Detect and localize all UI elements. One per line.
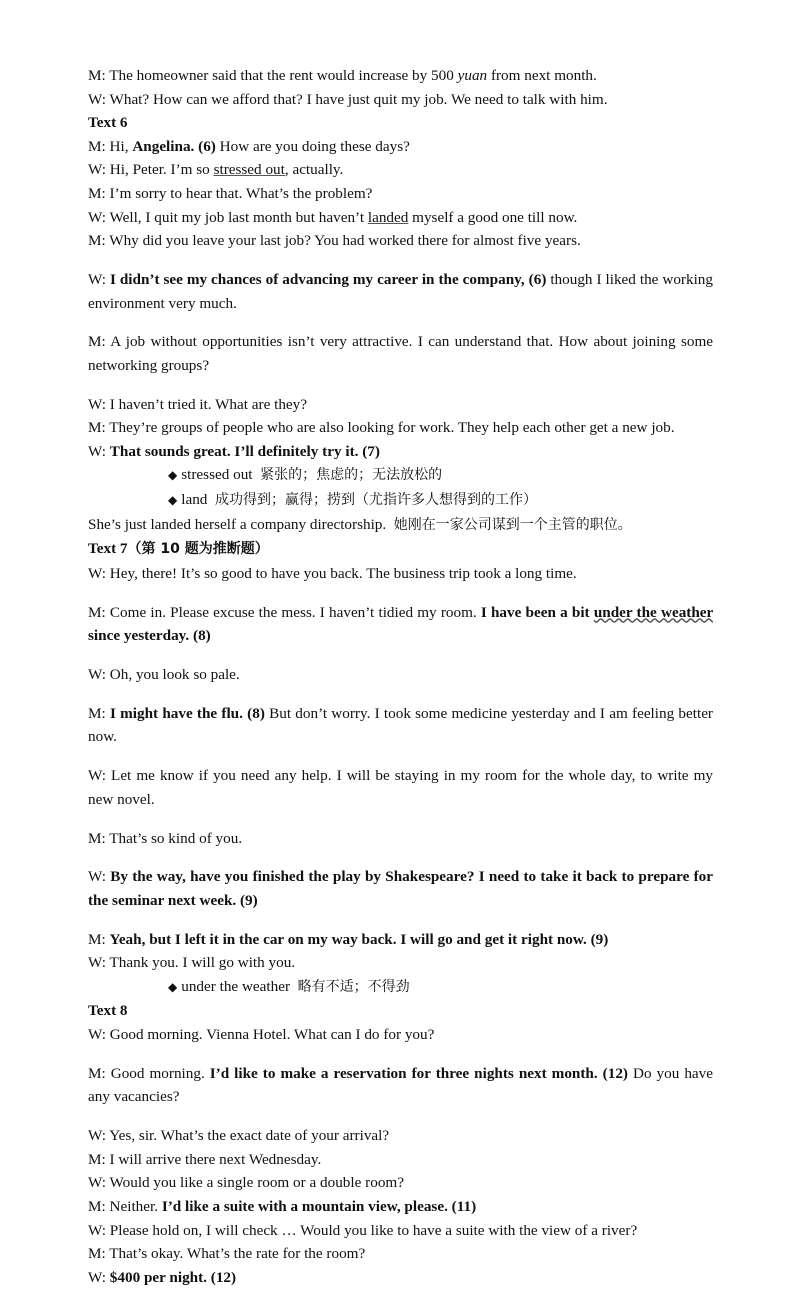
dialogue-line: M: That’s okay. What’s the rate for the room?	[88, 1245, 366, 1263]
dialogue-line: W: That sounds great. I’ll definitely try it. (7)	[88, 442, 380, 460]
vocab-note: ◆ land 成功得到；赢得；捞到（尤指许多人想得到的工作）	[168, 491, 537, 509]
vocab-highlight: under the weather	[593, 603, 713, 621]
dialogue-line: W: Oh, you look so pale.	[88, 666, 240, 683]
dialogue-line: W: I haven’t tried it. What are they?	[88, 395, 308, 413]
vocab-note: ◆ under the weather 略有不适；不得劲	[168, 977, 410, 995]
dialogue-line: M: They’re groups of people who are also looking for work. They help each other get a new job.	[88, 419, 675, 437]
dialogue-line: W: What? How can we afford that? I have just quit my job. We need to talk with him.	[88, 90, 608, 108]
vocab-note: ◆ stressed out 紧张的；焦虑的；无法放松的	[168, 466, 443, 484]
diamond-bullet-icon: ◆	[168, 493, 178, 508]
dialogue-line: M: I might have the flu. (8) But don’t worry. I took some medicine yesterday and I am feeling better now.	[88, 704, 713, 746]
diamond-bullet-icon: ◆	[168, 979, 178, 994]
dialogue-line: M: Good morning. I’d like to make a reservation for three nights next month. (12) Do you have any vacancies?	[88, 1064, 714, 1106]
dialogue-line: W: By the way, have you finished the play by Shakespeare? I need to take it back to prepare for the seminar next week. (9)	[88, 868, 713, 909]
dialogue-line: W: Hey, there! It’s so good to have you back. The business trip took a long time.	[88, 564, 577, 582]
dialogue-line: M: Yeah, but I left it in the car on my way back. I will go and get it right now. (9)	[88, 930, 609, 948]
dialogue-line: M: Why did you leave your last job? You had worked there for almost five years.	[88, 232, 581, 250]
vocab-highlight: stressed out	[213, 161, 285, 179]
dialogue-line: M: Come in. Please excuse the mess. I haven’t tidied my room. I have been a bit under the weather since yesterday. (8)	[88, 603, 713, 645]
dialogue-line: W: Good morning. Vienna Hotel. What can I do for you?	[88, 1026, 435, 1044]
dialogue-line: M: I’m sorry to hear that. What’s the problem?	[88, 184, 373, 202]
dialogue-line: M: That’s so kind of you.	[88, 829, 243, 847]
vocab-highlight: landed	[367, 208, 409, 226]
dialogue-line: W: Thank you. I will go with you.	[88, 954, 296, 972]
diamond-bullet-icon: ◆	[168, 468, 178, 483]
dialogue-line: M: I will arrive there next Wednesday.	[88, 1150, 322, 1168]
dialogue-line: M: The homeowner said that the rent would increase by 500 yuan from next month.	[88, 67, 597, 84]
example-sentence: She’s just landed herself a company directorship. 她刚在一家公司谋到一个主管的职位。	[88, 515, 632, 533]
dialogue-line: M: Neither. I’d like a suite with a mountain view, please. (11)	[88, 1198, 477, 1215]
dialogue-line: W: Yes, sir. What’s the exact date of your arrival?	[88, 1127, 390, 1145]
dialogue-line: W: Please hold on, I will check … Would you like to have a suite with the view of a river?	[88, 1221, 638, 1239]
section-heading-text8: Text 8	[88, 1002, 128, 1020]
dialogue-line: W: Would you like a single room or a double room?	[88, 1174, 404, 1192]
dialogue-line: M: Hi, Angelina. (6) How are you doing these days?	[88, 137, 410, 155]
dialogue-line: W: I didn’t see my chances of advancing my career in the company, (6) though I liked the working environment very much.	[88, 270, 713, 312]
document-page	[88, 64, 713, 1289]
dialogue-line: W: Hi, Peter. I’m so stressed out, actually.	[88, 161, 344, 179]
dialogue-line: W: $400 per night. (12)	[88, 1268, 237, 1286]
section-heading-text6: Text 6	[88, 114, 128, 132]
dialogue-line: W: Well, I quit my job last month but haven’t landed myself a good one till now.	[88, 208, 578, 226]
dialogue-line: W: Let me know if you need any help. I will be staying in my room for the whole day, to write my new novel.	[88, 767, 713, 808]
section-heading-text7: Text 7（第 10 题为推断题）	[88, 540, 269, 558]
dialogue-line: M: A job without opportunities isn’t very attractive. I can understand that. How about joining some networking groups?	[88, 333, 713, 374]
